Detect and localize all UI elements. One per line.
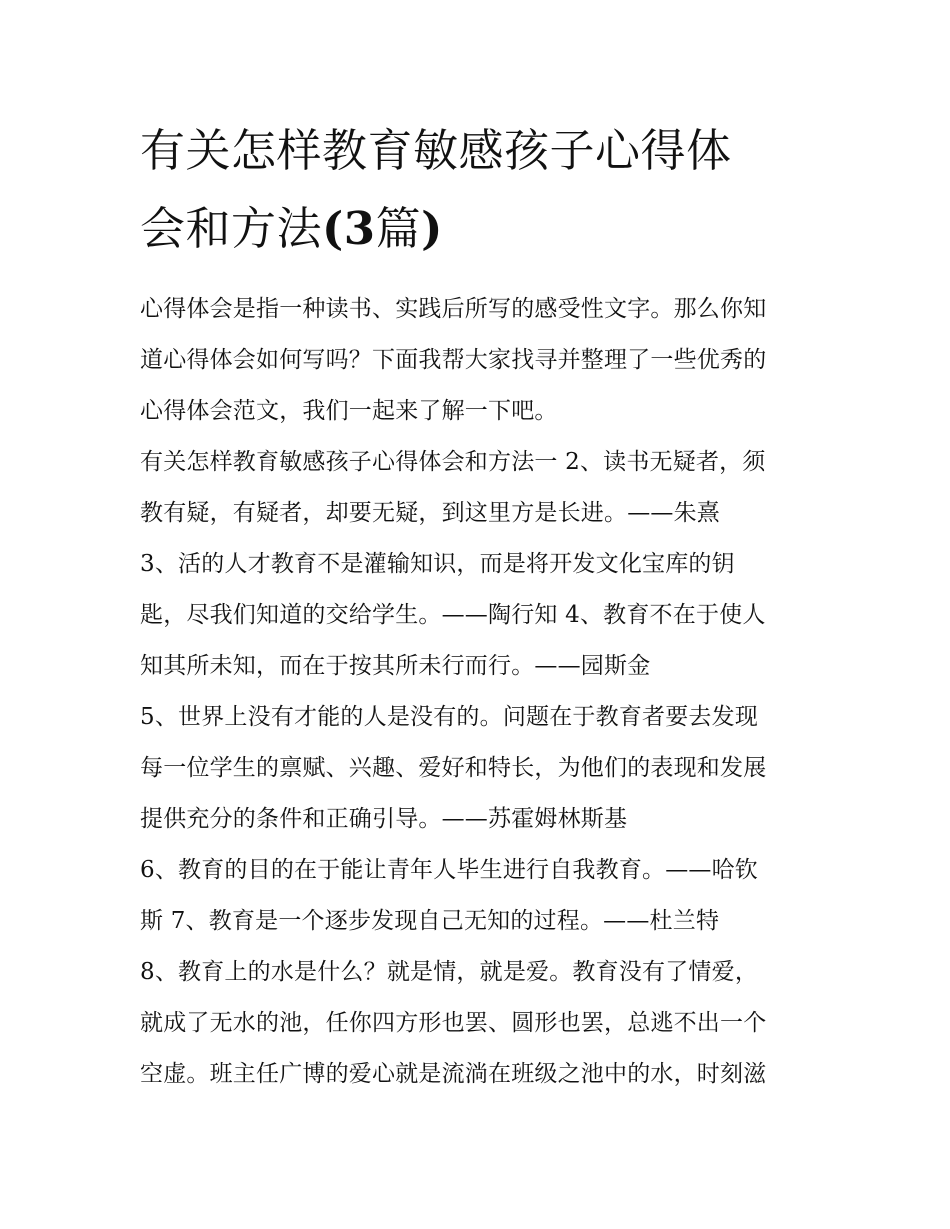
body-line: 就成了无水的池，任你四方形也罢、圆形也罢，总逃不出一个 [140, 1010, 767, 1036]
title-unit: 篇 [375, 202, 422, 255]
document-content [140, 112, 820, 1100]
body-line: 斯 7、教育是一个逐步发现自己无知的过程。——杜兰特 [140, 908, 720, 934]
body-line: 知其所未知，而在于按其所未行而行。——园斯金 [140, 653, 651, 679]
body-line: 教有疑，有疑者，却要无疑，到这里方是长进。——朱熹 [140, 500, 720, 526]
body-line: 匙，尽我们知道的交给学生。——陶行知 4、教育不在于使人 [140, 602, 766, 628]
title-count-close: ) [421, 202, 443, 255]
title-line-2 [140, 190, 820, 268]
document-body [140, 284, 820, 1100]
body-line: 提供充分的条件和正确引导。——苏霍姆林斯基 [140, 806, 628, 832]
title-count-open: (3 [322, 202, 376, 255]
title-line-1: 有关怎样教育敏感孩子心得体 [140, 124, 732, 177]
body-line: 空虚。班主任广博的爱心就是流淌在班级之池中的水，时刻滋 [140, 1061, 767, 1087]
document-title [140, 112, 820, 268]
body-line: 道心得体会如何写吗？下面我帮大家找寻并整理了一些优秀的 [140, 347, 767, 373]
body-line: 5、世界上没有才能的人是没有的。问题在于教育者要去发现 [140, 704, 759, 730]
body-line: 6、教育的目的在于能让青年人毕生进行自我教育。——哈钦 [140, 857, 759, 883]
body-line: 8、教育上的水是什么？就是情，就是爱。教育没有了情爱， [140, 959, 759, 985]
body-line: 3、活的人才教育不是灌输知识，而是将开发文化宝库的钥 [140, 551, 735, 577]
body-line: 心得体会是指一种读书、实践后所写的感受性文字。那么你知 [140, 296, 767, 322]
body-line: 每一位学生的禀赋、兴趣、爱好和特长，为他们的表现和发展 [140, 755, 767, 781]
body-line: 心得体会范文，我们一起来了解一下吧。 [140, 398, 558, 424]
body-line: 有关怎样教育敏感孩子心得体会和方法一 2、读书无疑者，须 [140, 449, 766, 475]
title-text: 会和方法 [140, 202, 323, 255]
